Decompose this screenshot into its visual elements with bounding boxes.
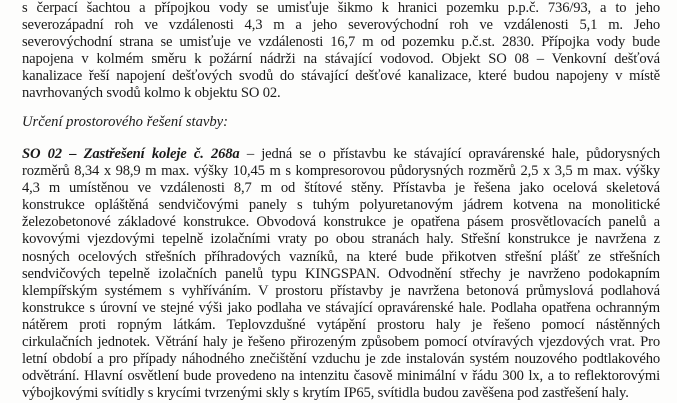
paragraph-line: s čerpací šachtou a přípojkou vody se umisťuje šikmo k hranici pozemku p.p.č. 736/93, a to jeho [22,0,660,16]
paragraph-line: nosných ocelových střešních příhradových vazníků, na které bude přikotven střešní plášť ze střešních [22,248,660,265]
paragraph-line: železobetonové základové konstrukce. Obvodová konstrukce je opatřena pásem prosvětlovacích panelů a [22,214,660,231]
paragraph-line: výbojkovými svítidly s krycími tvrzenými skly s krytím IP65, svítidla budou zavěšena pod zastřešení haly. [22,385,629,402]
paragraph-line: klempířským systémem s vyhříváním. V prostoru přístavby je navržena betonová průmyslová podlahová [22,282,660,299]
paragraph-line: konstrukce s úrovní ve stejné výši jako podlaha ve stávající opravárenské hale. Podlaha opatřena ochranným [22,299,660,316]
paragraph-line: navrhovaných svodů kolmo k objektu SO 02. [22,85,281,102]
paragraph-line: letní období a pro případy náhodného znečištění vzduchu je zde instalován systém nouzového podtlakového [22,351,660,368]
paragraph-line: cirkulačních jednotek. Větrání haly je řešeno přirozeným způsobem pomocí otvíravých vjezdových vrat. Pro [22,334,660,351]
section-heading: Určení prostorového řešení stavby: [22,114,229,130]
paragraph-water-connection [22,0,660,103]
paragraph-line: severozápadní roh ve vzdálenosti 4,3 m a jeho severovýchodní roh ve vzdálenosti 5,1 m. Jeho [22,17,660,34]
paragraph-line: rozměrů 8,34 x 98,9 m max. výšky 10,45 m s kompresorovou půdorysných rozměrů 2,5 x 3,5 m max. výšky [22,163,660,180]
paragraph-line: odvětrání. Hlavní osvětlení bude provedeno na intenzitu časově minimální v řádu 300 lx, a to reflektorovými [22,368,660,385]
paragraph-line [22,146,660,163]
paragraph-line: 4,3 m umístěnou ve vzdálenosti 8,7 m od štítové stěny. Přístavba je řešena jako ocelová skeletová [22,180,660,197]
paragraph-so02-description [22,146,660,402]
paragraph-line: severovýchodní strana se umisťuje ve vzdálenosti 16,7 m od pozemku p.č.st. 2830. Přípojka vody bude [22,34,660,51]
paragraph-line: kanalizace řeší napojení dešťových svodů do stávající dešťové kanalizace, které budou napojeny v místě [22,68,660,85]
object-title-continuation: – jedná se o přístavbu ke stávající opravárenské hale, půdorysných [239,146,660,162]
paragraph-line: sendvičových tepelně izolačních panelů typu KINGSPAN. Odvodnění střechy je navrženo podokapním [22,265,660,282]
object-title: SO 02 – Zastřešení koleje č. 268a [22,146,240,162]
paragraph-line: nátěrem proti ropným látkám. Teplovzdušné vytápění prostoru haly je řešeno pomocí nástěnných [22,316,660,333]
paragraph-line: napojena v kolmém směru k požární nádrži na stávající vodovod. Objekt SO 08 – Venkovní dešťová [22,51,660,68]
paragraph-line: konstrukce opláštěná sendvičovými panely s tuhým polyuretanovým jádrem kotvena na monolitické [22,197,660,214]
paragraph-line: kovovými vjezdovými tepelně izolačními vraty po obou stranách haly. Střešní konstrukce je navržena z [22,231,660,248]
